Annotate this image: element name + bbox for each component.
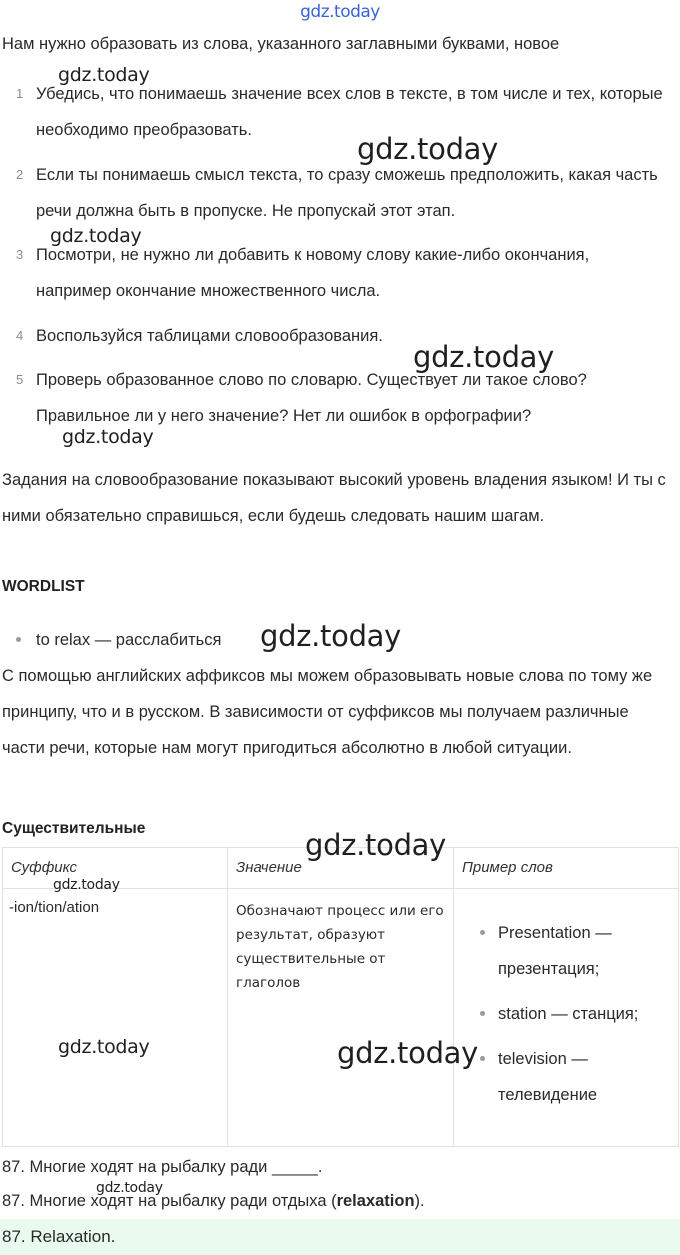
watermark: gdz.today [96, 1180, 163, 1196]
watermark: gdz.today [53, 877, 120, 893]
bullet-dot-icon [480, 930, 485, 935]
watermark: gdz.today [58, 64, 150, 86]
step-text: Проверь образованное слово по словарю. Существует ли такое слово? Правильное ли у него значение? Нет ли ошибок в орфографии? [36, 371, 587, 425]
list-item [454, 996, 678, 1032]
watermark: gdz.today [413, 340, 555, 374]
wordlist-title: WORDLIST [2, 578, 85, 595]
exercise-answer [2, 1186, 425, 1216]
answer-word: relaxation [336, 1192, 415, 1210]
watermark: gdz.today [337, 1036, 479, 1070]
bullet-dot-icon [480, 1056, 485, 1061]
watermark: gdz.today [50, 225, 142, 247]
site-header-logo[interactable]: gdz.today [300, 2, 380, 22]
answer-prefix: 87. Многие ходят на рыбалку ради отдыха ( [2, 1192, 337, 1210]
step-number: 2 [16, 167, 24, 182]
watermark: gdz.today [58, 1036, 150, 1058]
nouns-title: Существительные [2, 820, 146, 837]
wordlist-item-text: to relax — расслабиться [36, 631, 222, 649]
watermark: gdz.today [357, 132, 499, 166]
bullet-dot-icon [480, 1011, 485, 1016]
watermark: gdz.today [260, 619, 402, 653]
meaning-cell: Обозначают процесс или его результат, образуют существительные от глаголов [228, 889, 454, 1147]
example-text: television — телевидение [498, 1050, 598, 1104]
step-text: Если ты понимаешь смысл текста, то сразу сможешь предположить, какая часть речи должна быть в пропуске. Не пропускай этот этап. [36, 166, 658, 220]
header-meaning: Значение [228, 848, 454, 889]
step-number: 3 [16, 247, 24, 262]
step-text: Воспользуйся таблицами словообразования. [36, 327, 383, 345]
example-text: Presentation — презентация; [498, 924, 612, 978]
answer-suffix: ). [414, 1192, 425, 1210]
step-text: Посмотри, не нужно ли добавить к новому слову какие-либо окончания, например окончание множественного числа. [36, 246, 590, 300]
outro-paragraph: Задания на словообразование показывают высокий уровень владения языком! И ты с ними обязательно справишься, если будешь следовать нашим шагам. [2, 471, 666, 525]
step-number: 1 [16, 86, 24, 101]
watermark: gdz.today [62, 426, 154, 448]
watermark: gdz.today [305, 828, 447, 862]
list-item [454, 1041, 678, 1113]
example-text: station — станция; [498, 1005, 639, 1023]
header-examples: Пример слов [454, 848, 679, 889]
header-suffix: Суффикс [3, 848, 228, 889]
examples-list [454, 915, 678, 1113]
step-number: 5 [16, 372, 24, 387]
step-number: 4 [16, 328, 24, 343]
examples-cell [454, 889, 679, 1147]
table-row [3, 889, 679, 1147]
list-item [454, 915, 678, 987]
affix-paragraph: С помощью английских аффиксов мы можем образовывать новые слова по тому же принципу, что и в русском. В зависимости от суффиксов мы получаем различные части речи, которые нам могут пригодиться абсолютно в любой ситуации. [2, 667, 653, 757]
intro-paragraph: Нам нужно образовать из слова, указанного заглавными буквами, новое [2, 35, 560, 53]
exercise-question: 87. Многие ходят на рыбалку ради _____. [2, 1158, 323, 1176]
final-answer-box: 87. Relaxation. [0, 1219, 680, 1255]
bullet-dot-icon [16, 637, 21, 642]
step-text: Убедись, что понимаешь значение всех слов в тексте, в том числе и тех, которые необходимо преобразовать. [36, 85, 663, 139]
suffix-cell: -ion/tion/ation [3, 889, 228, 1147]
